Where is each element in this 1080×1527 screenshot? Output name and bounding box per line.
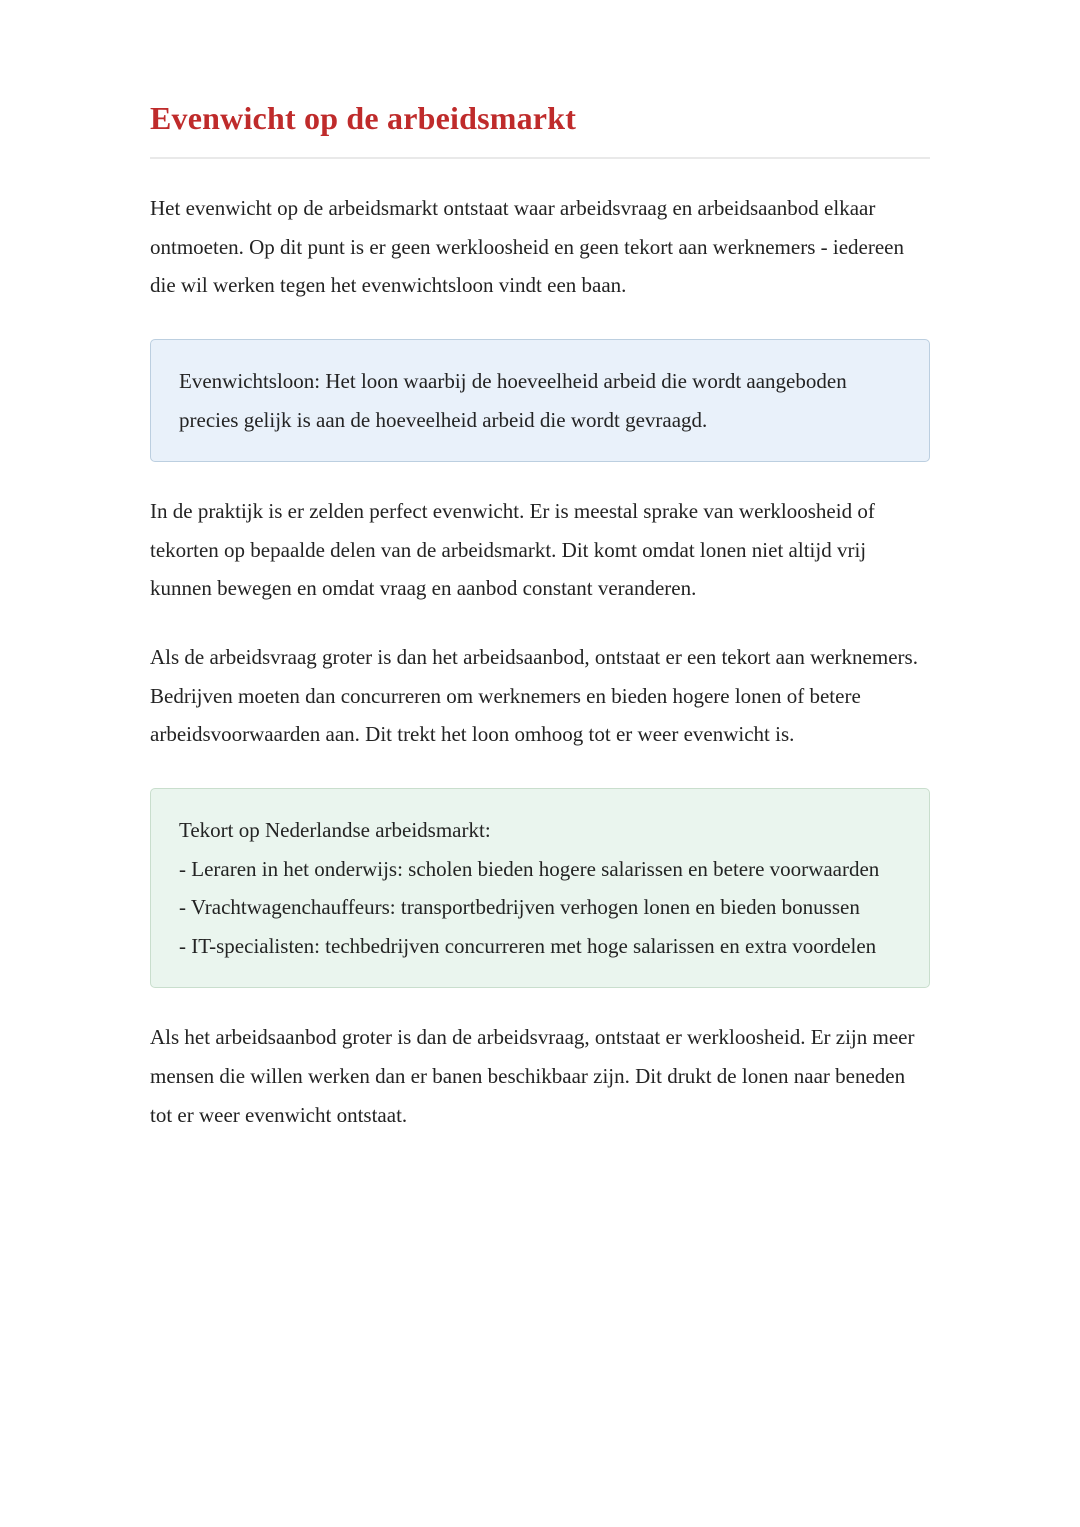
example-item-it-specialists: - IT-specialisten: techbedrijven concurreren met hoge salarissen en extra voordelen: [179, 933, 877, 958]
example-callout: [150, 788, 930, 989]
definition-text: Evenwichtsloon: Het loon waarbij de hoeveelheid arbeid die wordt aangeboden precies gelijk is aan de hoeveelheid arbeid die wordt gevraagd.: [179, 368, 847, 432]
paragraph-intro: Het evenwicht op de arbeidsmarkt ontstaat waar arbeidsvraag en arbeidsaanbod elkaar ontmoeten. Op dit punt is er geen werkloosheid en geen tekort aan werknemers - iedereen die wil werken tegen het evenwichtsloon vindt een baan.: [150, 196, 904, 298]
document-page: [150, 0, 930, 1194]
example-title: Tekort op Nederlandse arbeidsmarkt:: [179, 817, 491, 842]
definition-callout: [150, 339, 930, 462]
article-body: [150, 189, 930, 1134]
example-item-truckdrivers: - Vrachtwagenchauffeurs: transportbedrijven verhogen lonen en bieden bonussen: [179, 895, 860, 920]
page-title: Evenwicht op de arbeidsmarkt: [150, 100, 930, 159]
paragraph-shortage: Als de arbeidsvraag groter is dan het arbeidsaanbod, ontstaat er een tekort aan werknemers. Bedrijven moeten dan concurreren om werknemers en bieden hogere lonen of betere arbeidsvoorwaarden aan. Dit trekt het loon omhoog tot er weer evenwicht is.: [150, 645, 918, 747]
paragraph-practice: In de praktijk is er zelden perfect evenwicht. Er is meestal sprake van werkloosheid of tekorten op bepaalde delen van de arbeidsmarkt. Dit komt omdat lonen niet altijd vrij kunnen bewegen en omdat vraag en aanbod constant veranderen.: [150, 499, 875, 601]
example-item-teachers: - Leraren in het onderwijs: scholen bieden hogere salarissen en betere voorwaarden: [179, 856, 880, 881]
paragraph-unemployment: Als het arbeidsaanbod groter is dan de arbeidsvraag, ontstaat er werkloosheid. Er zijn meer mensen die willen werken dan er banen beschikbaar zijn. Dit drukt de lonen naar beneden tot er weer evenwicht ontstaat.: [150, 1025, 915, 1127]
